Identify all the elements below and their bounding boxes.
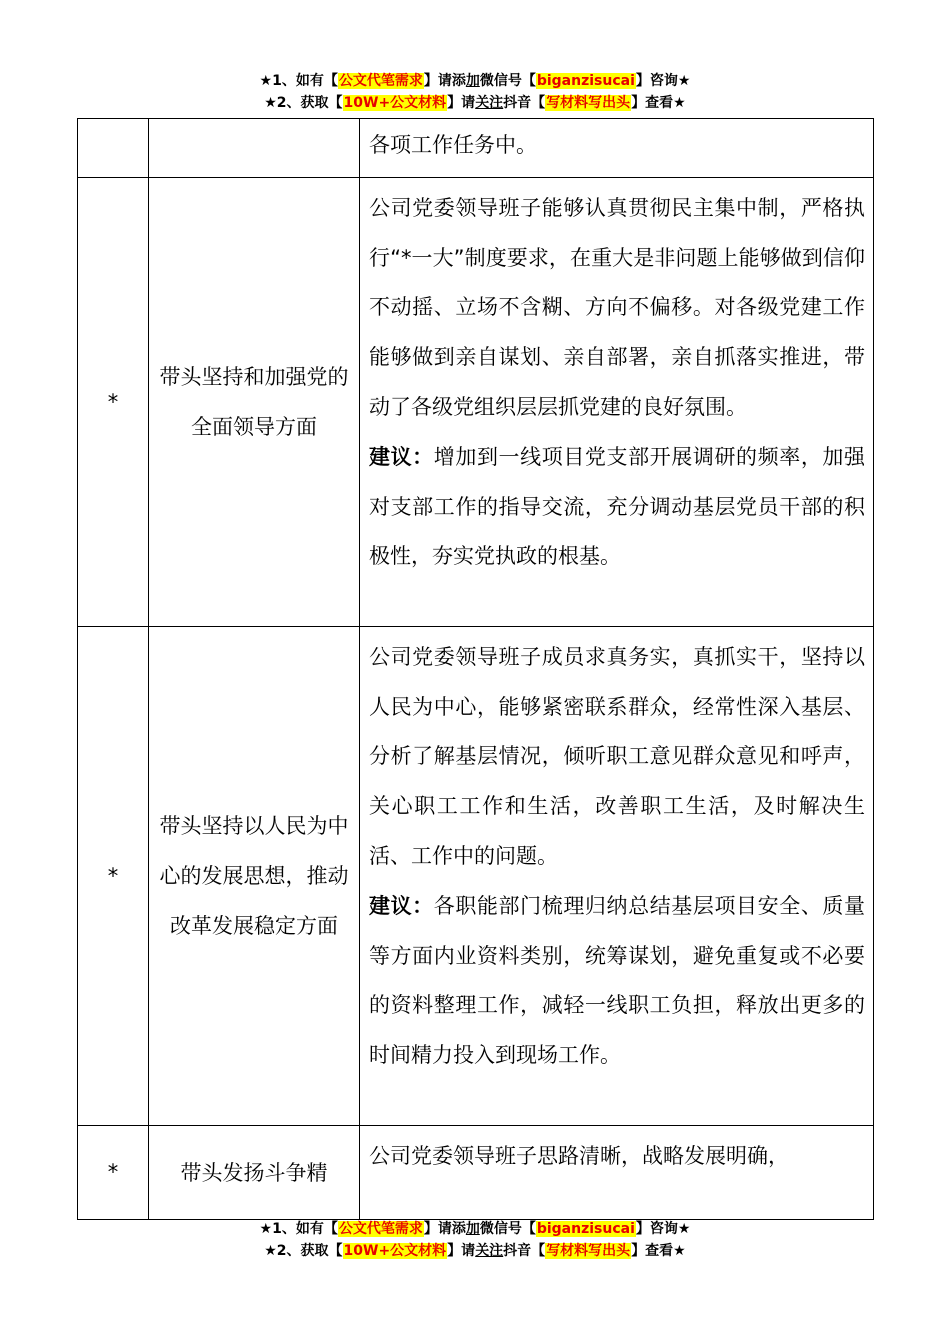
banner-text: 抖音【 [503, 95, 546, 111]
banner-highlight: 10W+公文材料 [343, 1243, 447, 1259]
banner-underlined: 加 [465, 73, 480, 89]
row-item: 带头坚持以人民为中心的发展思想，推动改革发展稳定方面 [149, 626, 360, 1125]
banner-line-2 [0, 92, 950, 114]
content-text: 公司党委领导班子能够认真贯彻民主集中制，严格执行“*一大”制度要求，在重大是非问题上能够做到信仰不动摇、立场不含糊、方向不偏移。对各级党建工作能够做到亲自谋划、亲自部署，亲自抓落实推进，带动了各级党组织层层抓党建的良好氛围。 [369, 195, 865, 419]
banner-text: 微信号【 [479, 1221, 536, 1237]
suggestion [369, 433, 865, 582]
row-item: 带头坚持和加强党的全面领导方面 [149, 177, 360, 626]
banner-underlined: 关注 [475, 95, 504, 111]
suggestion-text: 增加到一线项目党支部开展调研的频率，加强对支部工作的指导交流，充分调动基层党员干部的积极性，夯实党执政的根基。 [369, 444, 866, 569]
banner-text: ★1、如有【 [259, 1221, 338, 1237]
banner-text: 】请 [447, 95, 476, 111]
banner-highlight: 写材料写出头 [546, 95, 631, 111]
banner-highlight: 公文代笔需求 [338, 73, 423, 89]
content-text: 各项工作任务中。 [369, 133, 537, 157]
row-item: 带头发扬斗争精 [149, 1125, 360, 1219]
row-content [360, 626, 874, 1125]
banner-text: 】请添 [423, 1221, 466, 1237]
banner-text: ★1、如有【 [259, 73, 338, 89]
banner-text: 抖音【 [503, 1243, 546, 1259]
row-number: * [78, 626, 149, 1125]
table-row [78, 1125, 874, 1219]
row-item [149, 119, 360, 178]
footer-banner [0, 1218, 950, 1262]
banner-underlined: 关注 [475, 1243, 504, 1259]
banner-text: 】查看★ [631, 1243, 686, 1259]
banner-line-1 [0, 70, 950, 92]
table-row [78, 119, 874, 178]
suggestion-text: 各职能部门梳理归纳总结基层项目安全、质量等方面内业资料类别，统筹谋划，避免重复或不必要的资料整理工作，减轻一线职工负担，释放出更多的时间精力投入到现场工作。 [369, 893, 866, 1068]
banner-line-1 [0, 1218, 950, 1240]
row-content [360, 119, 874, 178]
banner-underlined: 加 [465, 1221, 480, 1237]
content-text: 公司党委领导班子成员求真务实，真抓实干，坚持以人民为中心，能够紧密联系群众，经常性深入基层、分析了解基层情况，倾听职工意见群众意见和呼声，关心职工工作和生活，改善职工生活，及时解决生活、工作中的问题。 [369, 644, 865, 868]
banner-highlight: 写材料写出头 [546, 1243, 631, 1259]
banner-text: ★2、获取【 [264, 95, 343, 111]
content-text: 公司党委领导班子思路清晰，战略发展明确， [369, 1143, 789, 1168]
row-number: * [78, 1125, 149, 1219]
banner-text: 】查看★ [631, 95, 686, 111]
banner-highlight: 公文代笔需求 [338, 1221, 423, 1237]
banner-line-2 [0, 1240, 950, 1262]
banner-text: 】咨询★ [635, 73, 691, 89]
suggestion [369, 882, 865, 1081]
evaluation-table [77, 118, 874, 1220]
suggestion-label: 建议： [369, 893, 434, 918]
row-number: * [78, 177, 149, 626]
banner-text: 微信号【 [479, 73, 536, 89]
banner-highlight: 10W+公文材料 [343, 95, 447, 111]
banner-highlight: biganzisucai [536, 73, 635, 89]
header-banner [0, 70, 950, 114]
row-content [360, 177, 874, 626]
banner-text: ★2、获取【 [264, 1243, 343, 1259]
banner-text: 】咨询★ [635, 1221, 691, 1237]
row-content [360, 1125, 874, 1219]
table-row [78, 626, 874, 1125]
row-number [78, 119, 149, 178]
banner-text: 】请 [447, 1243, 476, 1259]
banner-highlight: biganzisucai [536, 1221, 635, 1237]
banner-text: 】请添 [423, 73, 466, 89]
suggestion-label: 建议： [369, 444, 434, 469]
table-row [78, 177, 874, 626]
